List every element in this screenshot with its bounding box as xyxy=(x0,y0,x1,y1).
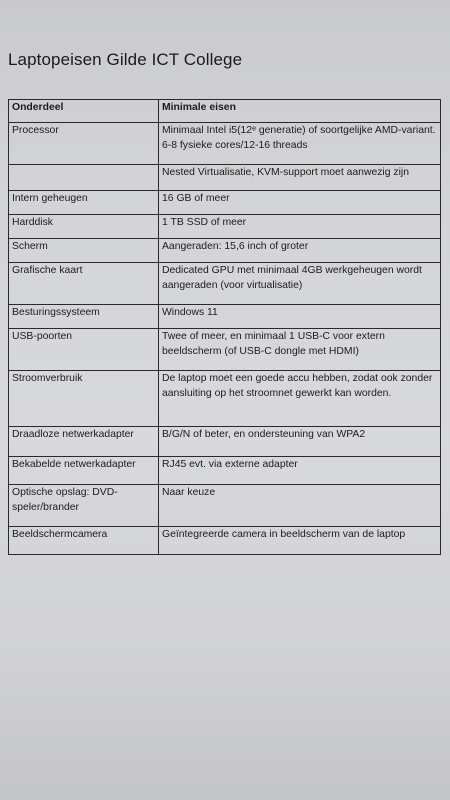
page-title: Laptopeisen Gilde ICT College xyxy=(8,50,243,69)
row-requirement-cell: RJ45 evt. via externe adapter xyxy=(159,457,441,485)
row-requirement-cell: Windows 11 xyxy=(159,305,441,329)
table-row xyxy=(9,427,441,457)
row-requirement-cell: B/G/N of beter, en ondersteuning van WPA2 xyxy=(159,427,441,457)
row-part-cell: Bekabelde netwerkadapter xyxy=(9,457,159,485)
row-requirement-cell: 16 GB of meer xyxy=(159,191,441,215)
table-row xyxy=(9,329,441,371)
row-part-cell: Draadloze netwerkadapter xyxy=(9,427,159,457)
row-part-cell: Intern geheugen xyxy=(9,191,159,215)
table-row xyxy=(9,165,441,191)
row-requirement-cell: Twee of meer, en minimaal 1 USB-C voor extern beeldscherm (of USB-C dongle met HDMI) xyxy=(159,329,441,371)
row-requirement-cell: Dedicated GPU met minimaal 4GB werkgeheugen wordt aangeraden (voor virtualisatie) xyxy=(159,263,441,305)
table-row xyxy=(9,371,441,427)
row-part-cell: Scherm xyxy=(9,239,159,263)
row-part-cell: Stroomverbruik xyxy=(9,371,159,427)
table-row xyxy=(9,239,441,263)
table-row xyxy=(9,263,441,305)
table-row xyxy=(9,305,441,329)
row-requirement-cell: Minimaal Intel i5(12ᵉ generatie) of soortgelijke AMD-variant. 6-8 fysieke cores/12-16 threads xyxy=(159,123,441,165)
row-part-cell: Optische opslag: DVD-speler/brander xyxy=(9,485,159,527)
table-row xyxy=(9,485,441,527)
table-row xyxy=(9,191,441,215)
row-part-cell: USB-poorten xyxy=(9,329,159,371)
table-row xyxy=(9,457,441,485)
row-part-cell: Harddisk xyxy=(9,215,159,239)
row-part-cell: Beeldschermcamera xyxy=(9,527,159,555)
table-header-row xyxy=(9,100,441,123)
row-part-cell xyxy=(9,165,159,191)
table-row xyxy=(9,527,441,555)
row-part-cell: Besturingssysteem xyxy=(9,305,159,329)
row-requirement-cell: Nested Virtualisatie, KVM-support moet aanwezig zijn xyxy=(159,165,441,191)
row-requirement-cell: Aangeraden: 15,6 inch of groter xyxy=(159,239,441,263)
column-header-part: Onderdeel xyxy=(9,100,159,123)
requirements-table xyxy=(8,99,441,555)
row-requirement-cell: Naar keuze xyxy=(159,485,441,527)
row-requirement-cell: De laptop moet een goede accu hebben, zodat ook zonder aansluiting op het stroomnet gewerkt kan worden. xyxy=(159,371,441,427)
table-row xyxy=(9,215,441,239)
column-header-requirement: Minimale eisen xyxy=(159,100,441,123)
table-row xyxy=(9,123,441,165)
row-requirement-cell: 1 TB SSD of meer xyxy=(159,215,441,239)
row-part-cell: Grafische kaart xyxy=(9,263,159,305)
row-part-cell: Processor xyxy=(9,123,159,165)
row-requirement-cell: Geïntegreerde camera in beeldscherm van de laptop xyxy=(159,527,441,555)
